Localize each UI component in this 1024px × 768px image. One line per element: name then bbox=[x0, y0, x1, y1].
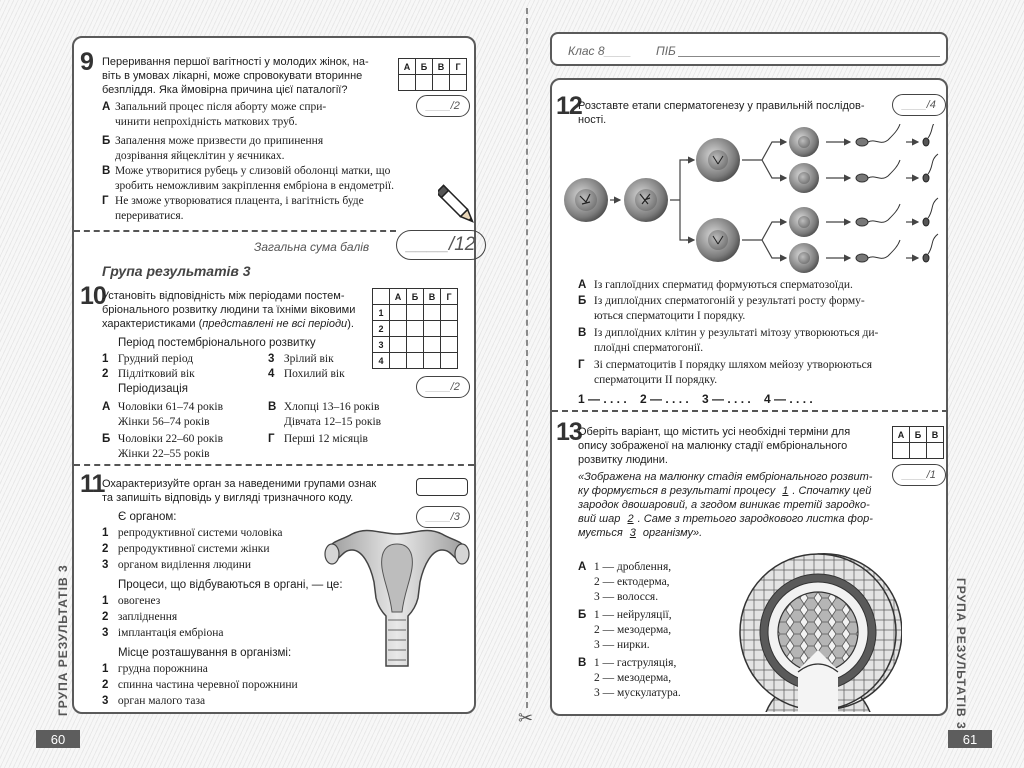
q9-question: Переривання першої вагітності у молодих жінок, на- віть в умовах лікарні, може спровокувати вторинне безпліддя. Яка ймовірна причина цієї паталогії? bbox=[102, 56, 369, 96]
q12-sequence[interactable]: 1 — . . . . 2 — . . . . 3 — . . . . 4 — . . . . bbox=[578, 392, 813, 406]
q13-option-a: А 1 — дроблення, 2 — ектодерма, 3 — волосся. bbox=[578, 561, 672, 603]
group-title: Група результатів 3 bbox=[102, 263, 251, 279]
gastrula-illustration bbox=[734, 550, 902, 712]
q10-period-2: 2 Підлітковий вік bbox=[102, 368, 195, 380]
q9-option-b: Б Запалення може призвести до припинення дозрівання яйцеклітин у яєчниках. bbox=[102, 135, 324, 162]
q10-cell[interactable] bbox=[424, 337, 441, 353]
q10-corner-cell bbox=[373, 289, 390, 305]
q10-divider bbox=[74, 464, 474, 466]
q11-group1-2: 2 репродуктивної системи жінки bbox=[102, 543, 270, 555]
q10-row-3: 3 bbox=[373, 337, 390, 353]
q12-option-a: А Із гаплоїдних сперматид формуються сперматозоїди. bbox=[578, 279, 853, 291]
q13-option-b: Б 1 — нейруляції, 2 — мезодерма, 3 — нирки. bbox=[578, 609, 672, 651]
right-panel bbox=[550, 78, 948, 716]
q9-answer-cell-g[interactable] bbox=[450, 75, 467, 91]
q11-group1-title: Є органом: bbox=[118, 511, 177, 523]
q10-number: 10 bbox=[80, 282, 106, 310]
q13-col-a: А bbox=[893, 427, 910, 443]
q10-period-4: 4 Похилий вік bbox=[268, 368, 345, 380]
q13-answer-cell-v[interactable] bbox=[927, 443, 944, 459]
q13-question: Оберіть варіант, що містить усі необхідні терміни для опису зображеної на малюнку стадії ембріонального розвитку людини. bbox=[578, 426, 851, 466]
q10-cell[interactable] bbox=[407, 321, 424, 337]
right-side-label: ГРУПА РЕЗУЛЬТАТІВ 3 bbox=[954, 578, 968, 730]
q9-score-oval[interactable]: ____ /2 bbox=[416, 95, 470, 117]
scissors-icon: ✂ bbox=[518, 708, 534, 728]
q10-cell[interactable] bbox=[441, 305, 458, 321]
q12-question: Розставте етапи сперматогенезу у правильній послідов- ності. bbox=[578, 100, 865, 126]
total-score-oval[interactable]: ____ /12 bbox=[396, 230, 486, 260]
q10-cell[interactable] bbox=[441, 353, 458, 369]
q10-row-1: 1 bbox=[373, 305, 390, 321]
name-label: ПІБ bbox=[656, 44, 676, 58]
q11-group3-3: 3 орган малого таза bbox=[102, 695, 206, 707]
q12-option-g: Г Зі сперматоцитів I порядку шляхом мейозу утворюються сперматоцити II порядку. bbox=[578, 359, 873, 386]
q10-row-4: 4 bbox=[373, 353, 390, 369]
q10-cell[interactable] bbox=[390, 353, 407, 369]
q10-periodization-label: Періодизація bbox=[118, 383, 188, 395]
uterus-illustration bbox=[322, 516, 472, 676]
q9-answer-cell-b[interactable] bbox=[416, 75, 433, 91]
q11-group3-2: 2 спинна частина черевної порожнини bbox=[102, 679, 298, 691]
right-page bbox=[512, 0, 1024, 768]
q10-cell[interactable] bbox=[390, 305, 407, 321]
q9-col-v: В bbox=[433, 59, 450, 75]
q13-quote: «Зображена на малюнку стадія ембріонального розвит- ку формується в результаті процесу 1 . Спочатку цей зародок двошаровий, а згодом виникає третій зародко- вий шар 2 . Саме з третього зародкового листка фор- мується 3 організму». bbox=[578, 471, 873, 539]
q9-number: 9 bbox=[80, 48, 93, 76]
q10-answer-v: В Хлопці 13–16 років Дівчата 12–15 років bbox=[268, 401, 382, 428]
q11-group2-1: 1 овогенез bbox=[102, 595, 161, 607]
q10-row-2: 2 bbox=[373, 321, 390, 337]
spermatogenesis-diagram bbox=[558, 124, 946, 274]
q10-col-a: А bbox=[390, 289, 407, 305]
q13-blank-3: 3 bbox=[629, 527, 636, 539]
q9-answer-cell-v[interactable] bbox=[433, 75, 450, 91]
right-page-number: 61 bbox=[948, 730, 992, 748]
q10-subtitle: Період постембріонального розвитку bbox=[118, 337, 316, 349]
q10-period-1: 1 Грудний період bbox=[102, 353, 194, 365]
q9-option-g: Г Не зможе утворюватися плацента, і вагітність буде перериватися. bbox=[102, 195, 364, 222]
q10-col-g: Г bbox=[441, 289, 458, 305]
total-score-label: Загальна сума балів bbox=[254, 240, 370, 254]
q13-blank-1: 1 bbox=[782, 485, 789, 497]
q10-cell[interactable] bbox=[424, 321, 441, 337]
name-field[interactable] bbox=[678, 56, 940, 57]
q9-col-a: А bbox=[399, 59, 416, 75]
q10-cell[interactable] bbox=[390, 321, 407, 337]
q13-number: 13 bbox=[556, 418, 582, 446]
q11-group2-2: 2 запліднення bbox=[102, 611, 178, 623]
q10-col-v: В bbox=[424, 289, 441, 305]
q12-option-b: Б Із диплоїдних сперматогоній у результаті росту форму- ються сперматоцити I порядку. bbox=[578, 295, 865, 322]
class-label: Клас 8____ bbox=[568, 44, 632, 58]
q9-divider bbox=[74, 230, 396, 232]
q10-cell[interactable] bbox=[424, 305, 441, 321]
q11-code-box[interactable] bbox=[416, 478, 468, 496]
q11-group1-3: 3 органом виділення людини bbox=[102, 559, 252, 571]
q9-col-g: Г bbox=[450, 59, 467, 75]
q11-group3-1: 1 грудна порожнина bbox=[102, 663, 208, 675]
q13-answer-cell-a[interactable] bbox=[893, 443, 910, 459]
q13-col-b: Б bbox=[910, 427, 927, 443]
q11-score-oval[interactable]: ____ /3 bbox=[416, 506, 470, 528]
q13-answer-table bbox=[892, 426, 944, 459]
q11-group2-3: 3 імплантація ембріона bbox=[102, 627, 224, 639]
q12-divider bbox=[552, 410, 948, 412]
q11-group3-title: Місце розташування в організмі: bbox=[118, 647, 292, 659]
q12-option-v: В Із диплоїдних клітин у результаті мітозу утворюються ди- плоїдні сперматогонії. bbox=[578, 327, 879, 354]
q9-option-a: А Запальний процес після аборту може спри- чинити непрохідність маткових труб. bbox=[102, 101, 327, 128]
q11-group1-1: 1 репродуктивної системи чоловіка bbox=[102, 527, 283, 539]
q10-cell[interactable] bbox=[407, 337, 424, 353]
q10-answer-a: А Чоловіки 61–74 років Жінки 56–74 років bbox=[102, 401, 224, 428]
q9-answer-cell-a[interactable] bbox=[399, 75, 416, 91]
q10-cell[interactable] bbox=[424, 353, 441, 369]
q10-period-3: 3 Зрілий вік bbox=[268, 353, 334, 365]
q11-number: 11 bbox=[80, 470, 105, 498]
q12-score-oval[interactable]: ____ /4 bbox=[892, 94, 946, 116]
left-page-number: 60 bbox=[36, 730, 80, 748]
q13-answer-cell-b[interactable] bbox=[910, 443, 927, 459]
q13-blank-2: 2 bbox=[627, 513, 634, 525]
left-panel bbox=[72, 36, 476, 714]
q9-answer-table bbox=[398, 58, 467, 91]
q11-group2-title: Процеси, що відбуваються в органі, — це: bbox=[118, 579, 343, 591]
q9-option-v: В Може утворитися рубець у слизовій оболонці матки, що зробить неможливим закріплення ембріона в ендометрії. bbox=[102, 165, 394, 192]
q13-score-oval[interactable]: ____ /1 bbox=[892, 464, 946, 486]
q10-score-oval[interactable]: ____ /2 bbox=[416, 376, 470, 398]
left-side-label: ГРУПА РЕЗУЛЬТАТІВ 3 bbox=[56, 564, 70, 716]
q11-question: Охарактеризуйте орган за наведеними групами ознак та запишіть відповідь у вигляді тризначного коду. bbox=[102, 478, 377, 504]
q10-answer-g: Г Перші 12 місяців bbox=[268, 433, 368, 445]
q10-cell[interactable] bbox=[407, 353, 424, 369]
q13-option-v: В 1 — гаструляція, 2 — мезодерма, 3 — мускулатура. bbox=[578, 657, 681, 699]
pencil-icon bbox=[438, 184, 476, 228]
q10-answer-table bbox=[372, 288, 458, 369]
q10-col-b: Б bbox=[407, 289, 424, 305]
q10-answer-b: Б Чоловіки 22–60 років Жінки 22–55 років bbox=[102, 433, 224, 460]
q10-cell[interactable] bbox=[441, 337, 458, 353]
q10-cell[interactable] bbox=[390, 337, 407, 353]
student-info-header bbox=[550, 32, 948, 66]
q9-col-b: Б bbox=[416, 59, 433, 75]
q10-question: Установіть відповідність між періодами постем- бріонального розвитку людини та їхніми віковими характеристиками (представлені не всі періоди). bbox=[102, 290, 356, 330]
q12-number: 12 bbox=[556, 92, 582, 120]
q10-cell[interactable] bbox=[407, 305, 424, 321]
q13-col-v: В bbox=[927, 427, 944, 443]
q10-cell[interactable] bbox=[441, 321, 458, 337]
